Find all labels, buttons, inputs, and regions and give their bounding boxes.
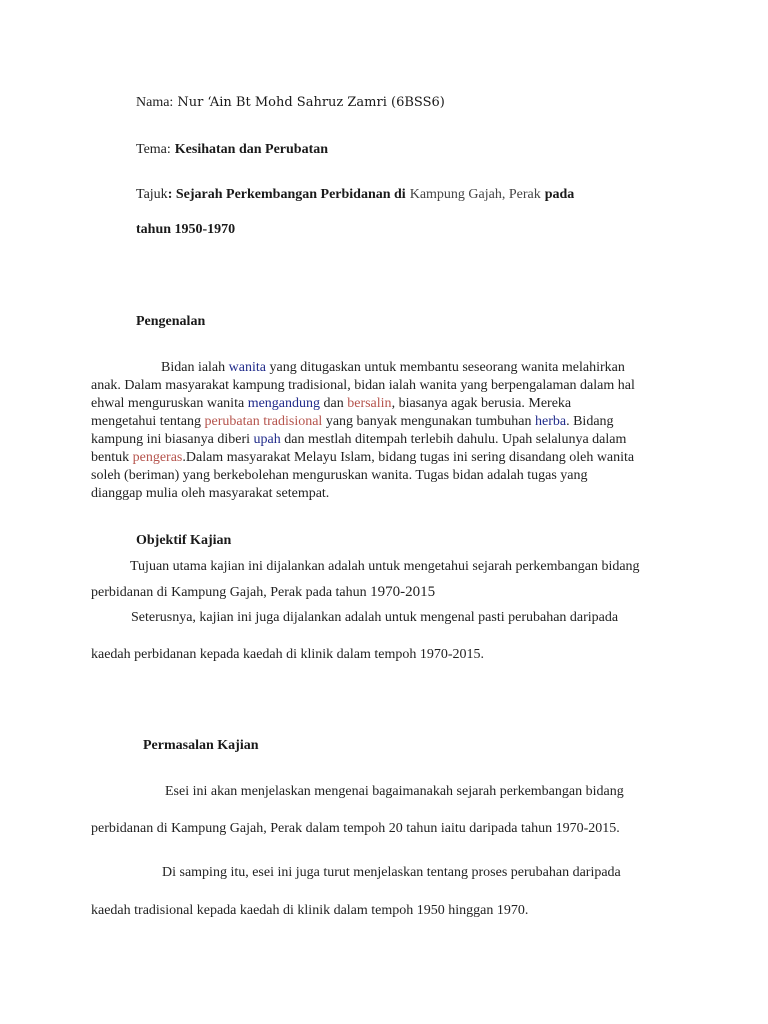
objektif-line-4: kaedah perbidanan kepada kaedah di klinik dalam tempoh 1970-2015.: [91, 647, 485, 662]
link-wanita[interactable]: wanita: [228, 360, 266, 375]
pengenalan-line-4: [91, 413, 614, 431]
link-upah[interactable]: upah: [253, 432, 281, 447]
link-perubatan-tradisional[interactable]: perubatan tradisional: [204, 414, 323, 429]
pengenalan-line-3: [91, 395, 571, 413]
tema-line: [136, 140, 328, 158]
link-herba[interactable]: herba: [535, 414, 567, 429]
link-mengandung[interactable]: mengandung: [247, 396, 321, 411]
text-run: Bidan ialah: [161, 360, 229, 375]
objektif-line-3: Seterusnya, kajian ini juga dijalankan adalah untuk mengenal pasti perubahan daripada: [131, 610, 619, 625]
objektif-line-2: [91, 584, 435, 601]
pengenalan-line-1: [161, 359, 625, 377]
tajuk-value: : Sejarah Perkembangan Perbidanan di: [167, 187, 406, 202]
text-run: dan mestlah ditempah terlebih dahulu. Upah selalunya dalam: [280, 432, 627, 447]
text-run: ehwal menguruskan wanita: [91, 396, 248, 411]
link-pengeras[interactable]: pengeras: [132, 450, 183, 465]
text-run: mengetahui tentang: [91, 414, 205, 429]
text-run: kampung ini biasanya diberi: [91, 432, 254, 447]
text-run: dan: [320, 396, 348, 411]
tajuk-line-2: tahun 1950-1970: [136, 222, 236, 237]
nama-value: Nur ‘Ain Bt Mohd Sahruz Zamri (6BSS6): [177, 95, 445, 110]
tema-value: Kesihatan dan Perubatan: [174, 142, 329, 157]
nama-line: [136, 93, 445, 111]
text-run: , biasanya agak berusia. Mereka: [391, 396, 572, 411]
pengenalan-line-7: soleh (beriman) yang berkebolehan menguruskan wanita. Tugas bidan adalah tugas yang: [91, 468, 588, 483]
tajuk-place: Kampung Gajah, Perak: [409, 187, 541, 202]
pengenalan-heading: Pengenalan: [136, 314, 206, 329]
text-run: .Dalam masyarakat Melayu Islam, bidang tugas ini sering disandang oleh wanita: [182, 450, 635, 465]
pengenalan-line-6: [91, 449, 634, 467]
pengenalan-line-8: dianggap mulia oleh masyarakat setempat.: [91, 486, 330, 501]
text-run: 1970-2015: [370, 584, 436, 600]
permasalan-line-2: perbidanan di Kampung Gajah, Perak dalam tempoh 20 tahun iaitu daripada tahun 1970-2015.: [91, 821, 620, 836]
permasalan-line-1: Esei ini akan menjelaskan mengenai bagaimanakah sejarah perkembangan bidang: [165, 784, 624, 799]
permasalan-line-4: kaedah tradisional kepada kaedah di klinik dalam tempoh 1950 hinggan 1970.: [91, 903, 529, 918]
link-bersalin[interactable]: bersalin: [347, 396, 392, 411]
text-run: perbidanan di Kampung Gajah, Perak pada tahun: [91, 585, 371, 600]
text-run: . Bidang: [566, 414, 614, 429]
pengenalan-line-5: [91, 431, 626, 449]
tajuk-pada: pada: [544, 187, 575, 202]
objektif-heading: Objektif Kajian: [136, 533, 232, 548]
text-run: yang ditugaskan untuk membantu seseorang wanita melahirkan: [265, 360, 625, 375]
tema-label: Tema:: [136, 142, 171, 157]
nama-label: Nama:: [136, 95, 174, 110]
text-run: bentuk: [91, 450, 133, 465]
permasalan-heading: Permasalan Kajian: [143, 738, 259, 753]
tajuk-line: [136, 185, 574, 203]
pengenalan-line-2: anak. Dalam masyarakat kampung tradisional, bidan ialah wanita yang berpengalaman dalam hal: [91, 378, 635, 393]
tajuk-label: Tajuk: [136, 187, 168, 202]
text-run: yang banyak mengunakan tumbuhan: [322, 414, 535, 429]
permasalan-line-3: Di samping itu, esei ini juga turut menjelaskan tentang proses perubahan daripada: [162, 865, 621, 880]
objektif-line-1: Tujuan utama kajian ini dijalankan adalah untuk mengetahui sejarah perkembangan bidang: [130, 559, 640, 574]
